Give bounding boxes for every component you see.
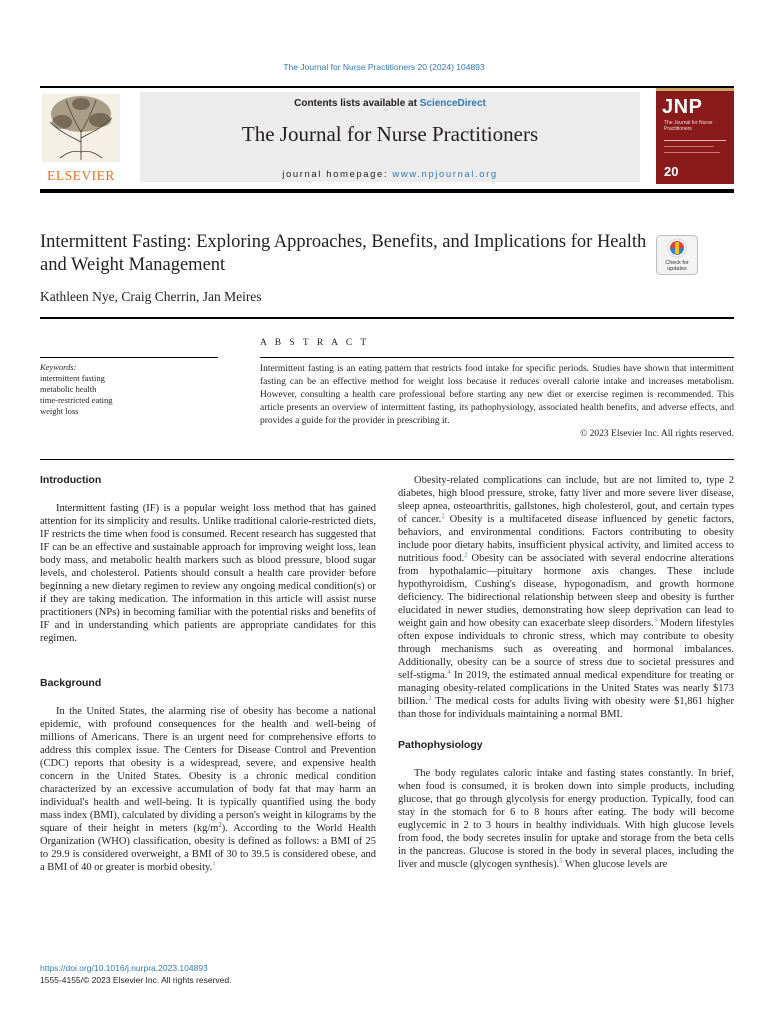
- keyword-item: weight loss: [40, 406, 79, 416]
- text-run: The body regulates caloric intake and fasting states constantly. In brief, when food is consumed, it is broken down into simple products, including glucose, that go through glycolysis for energy production. Typically, food can stay in the stomach for 6 to 8 hours after eating. The body will become euglycemic in 2 to 3 hours in healthy individuals. With high glucose levels from food, the body secretes insulin for uptake and storage from the beta cells in the pancreas. Glucose is stored in the body in several places, including the liver and muscle (glycogen synthesis).: [398, 768, 734, 870]
- citation-link[interactable]: 2: [464, 551, 468, 559]
- keyword-item: intermittent fasting: [40, 373, 105, 383]
- homepage-line: [140, 169, 640, 180]
- masthead-banner: [140, 92, 640, 182]
- abstract-paragraph: Intermittent fasting is an eating pattern that restricts food intake for specific periods. Studies have shown that intermittent fasting can be an effective method for weight loss because it reduces overall calorie intake and increases metabolism. However, consulting a health care professional before starting any new diet or exercise regimen is recommended. This article presents an overview of intermittent fasting, its pathophysiology, associated health benefits, and adverse effects, and provides a guide for the provider in prescribing it.: [260, 364, 734, 426]
- text-run: Obesity can be associated with several endocrine alterations from hypothalamic—pituitary hormone axis changes. These include hypothyroidism, Cushing's disease, hypogonadism, and growth hormone deficiency. The bidirectional relationship between sleep and obesity is further elucidated in newer studies, demonstrating how sleep deprivation can lead to weight gain and how obesity can exacerbate sleep disorders.: [398, 553, 734, 629]
- cover-line: [664, 146, 714, 147]
- citation-link[interactable]: 3: [653, 616, 657, 624]
- article-title: Intermittent Fasting: Exploring Approaches, Benefits, and Implications for Health and Weight Management: [40, 232, 647, 275]
- citation-link[interactable]: 1: [212, 860, 216, 868]
- introduction-paragraph: Intermittent fasting (IF) is a popular weight loss method that has gained attention for its simplicity and results. Unlike traditional calorie-restricted diets, IF restricts the time when food is consumed. Recent research has suggested that IF can be an effective and sustainable approach for improving weight loss, lean body mass, and metabolic health markers such as blood pressure, blood sugar levels, and cholesterol. Patients should consult a health care provider before beginning a new dietary regimen to review any ongoing medical condition(s) or if they are taking medication. The information in this article will assist nurse practitioners (NPs) in becoming familiar with the potential risks and benefits of IF and in understanding which patients are appropriate candidates for this regimen.: [40, 503, 376, 644]
- text-run: Modern lifestyles often expose individuals to chronic stress, which may contribute to obesity through mechanisms such as overeating and hormonal imbalances. Additionally, obesity can be a source of stress due to societal pressures and self-stigma.: [398, 618, 734, 681]
- journal-title: The Journal for Nurse Practitioners: [241, 122, 539, 146]
- keywords-block: [40, 362, 218, 417]
- crossmark-badge[interactable]: [656, 235, 698, 275]
- abstract-bottom-rule: [40, 459, 734, 460]
- keywords-rule: [40, 357, 218, 358]
- text-run: ). According to the World Health Organization (WHO) classification, obesity is defined as follows: a BMI of 25 to 29.9 is considered overweight, a BMI of 30 to 39.5 is considered obese, and a BMI of 40 or greater is morbid obesity.: [40, 823, 377, 873]
- citation-link[interactable]: 2: [428, 694, 432, 702]
- elsevier-logo: [40, 92, 122, 184]
- homepage-prefix: journal homepage:: [282, 169, 393, 180]
- text-run: Obesity is a multifaceted disease influenced by genetic factors, behaviors, and environmental conditions. Factors contributing to obesity include poor dietary habits, insufficient physical activity, and limited access to nutritious food.: [398, 514, 734, 564]
- body-column-right: [398, 474, 734, 871]
- author-list: Kathleen Nye, Craig Cherrin, Jan Meires: [40, 289, 262, 304]
- obesity-complications-paragraph: [398, 474, 734, 721]
- cover-volume: 20: [664, 164, 679, 179]
- abstract-copyright: © 2023 Elsevier Inc. All rights reserved.: [580, 429, 734, 439]
- issn-copyright: 1555-4155/© 2023 Elsevier Inc. All rights reserved.: [40, 975, 232, 985]
- text-run: The medical costs for adults living with obesity were $1,861 higher than those for individuals maintaining a normal BMI.: [398, 696, 734, 720]
- keywords-label: Keywords:: [40, 362, 77, 372]
- text-run: In 2019, the estimated annual medical expenditure for treating or managing obesity-related complications in the United States was nearly $173 billion.: [398, 670, 734, 707]
- masthead-bottom-rule: [40, 189, 734, 193]
- keyword-item: metabolic health: [40, 384, 97, 394]
- running-head[interactable]: The Journal for Nurse Practitioners 20 (2024) 104893: [283, 62, 485, 72]
- background-paragraph: [40, 705, 376, 874]
- elsevier-wordmark: ELSEVIER: [47, 168, 115, 183]
- contents-line: [140, 98, 640, 109]
- author-rule: [40, 317, 734, 319]
- citation-link[interactable]: 4: [447, 668, 451, 676]
- keyword-item: time-restricted eating: [40, 395, 113, 405]
- cover-top-stripe: [656, 88, 734, 91]
- cover-subtitle: The Journal for Nurse Practitioners: [664, 120, 713, 132]
- text-run: Obesity-related complications can include, but are not limited to, type 2 diabetes, high blood pressure, stroke, fatty liver and more severe liver disease, sleep apnea, osteoarthritis, gallstones, high cholesterol, gout, and certain types of cancer.: [398, 475, 734, 525]
- section-heading-pathophysiology: Pathophysiology: [398, 739, 483, 751]
- journal-cover-thumbnail[interactable]: [656, 88, 734, 184]
- text-run: In the United States, the alarming rise of obesity has become a national epidemic, with profound consequences for the health and well-being of millions of Americans. There is an urgent need for comprehensive efforts to address this complex issue. The Centers for Disease Control and Prevention (CDC) reports that obesity is a widespread, severe, and expensive health concern in the United States. Obesity is a chronic medical condition characterized by an excessive accumulation of body fat that may harm an individual's health and well-being. It is typically quantified using the body mass index (BMI), calculated by dividing a person's weight in kilograms by the square of their height in meters (kg/m: [40, 706, 376, 834]
- body-column-left: [40, 474, 376, 874]
- contents-prefix: Contents lists available at: [294, 98, 420, 109]
- cover-divider: [664, 140, 726, 141]
- sciencedirect-link[interactable]: ScienceDirect: [419, 98, 486, 109]
- section-heading-background: Background: [40, 677, 102, 689]
- abstract-rule: [260, 357, 734, 358]
- citation-link[interactable]: 5: [559, 857, 563, 865]
- cover-line: [664, 152, 720, 153]
- superscript: 2: [218, 821, 222, 829]
- citation-link[interactable]: 2: [441, 512, 445, 520]
- cover-title: JNP: [662, 96, 703, 118]
- doi-link[interactable]: https://doi.org/10.1016/j.nurpra.2023.104893: [40, 963, 208, 973]
- abstract-body: [260, 363, 734, 441]
- pathophysiology-paragraph: [398, 767, 734, 871]
- crossmark-label: Check for updates: [665, 260, 689, 272]
- abstract-heading: A B S T R A C T: [260, 338, 370, 348]
- homepage-link[interactable]: www.npjournal.org: [392, 169, 498, 180]
- masthead-top-rule: [40, 86, 734, 88]
- section-heading-introduction: Introduction: [40, 474, 102, 486]
- text-run: When glucose levels are: [562, 859, 668, 870]
